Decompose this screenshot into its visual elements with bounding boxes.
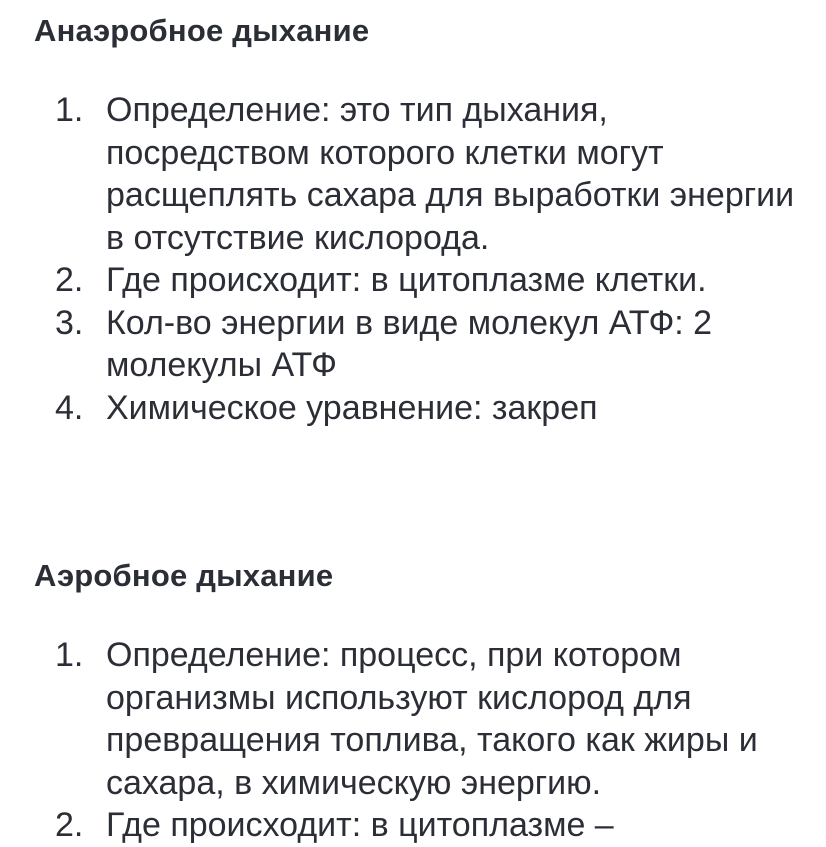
list-item [0, 89, 826, 259]
list-item-number: 2. [55, 261, 84, 299]
numbered-list [0, 634, 826, 847]
section-heading: Анаэробное дыхание [34, 13, 370, 48]
list-item-text: Химическое уравнение: закреп [106, 388, 598, 427]
numbered-list [0, 89, 826, 429]
section-heading: Аэробное дыхание [34, 558, 334, 593]
list-item-number: 1. [55, 91, 84, 129]
list-item [0, 804, 826, 847]
list-item [0, 634, 826, 804]
list-item-text: Кол-во энергии в виде молекул АТФ: 2 молекулы АТФ [106, 303, 713, 384]
list-item-text: Где происходит: в цитоплазме клетки. [106, 261, 707, 299]
list-item-text: Определение: это тип дыхания, посредством которого клетки могут расщеплять сахара для выработки энергии в отсутствие кислорода. [106, 91, 795, 257]
list-item [0, 259, 826, 302]
list-item [0, 387, 826, 430]
list-item-number: 1. [55, 636, 84, 674]
list-item-text: Определение: процесс, при котором организмы используют кислород для превращения топлива, такого как жиры и сахара, в химическую энергию. [106, 636, 758, 802]
list-item-text: Где происходит: в цитоплазме – [106, 806, 614, 844]
list-item-number: 2. [55, 806, 84, 844]
list-item-number: 4. [55, 388, 84, 427]
list-item [0, 302, 826, 387]
list-item-number: 3. [55, 303, 84, 342]
